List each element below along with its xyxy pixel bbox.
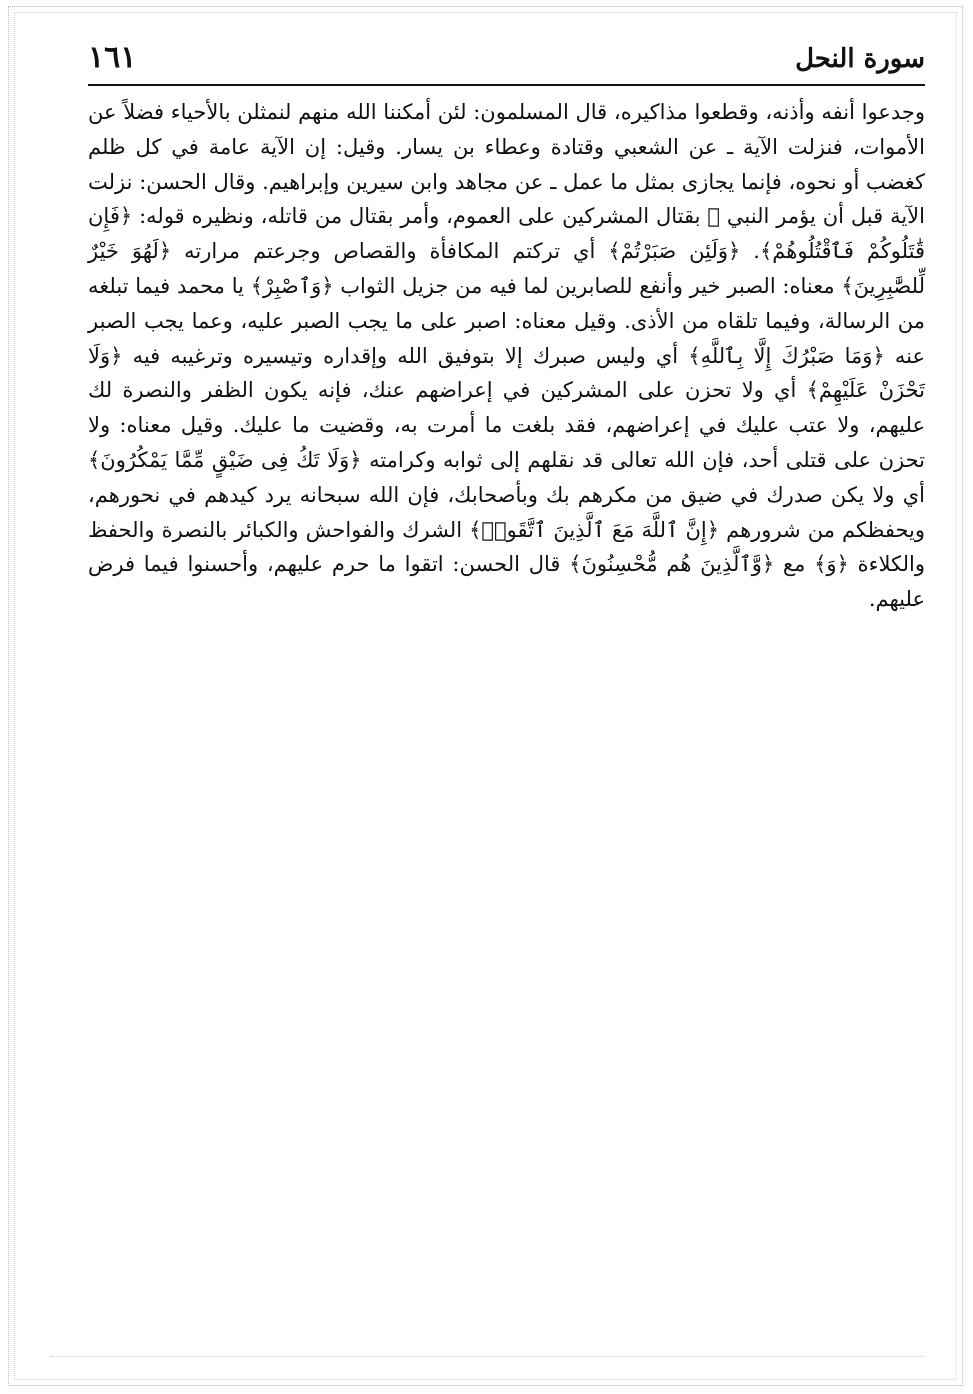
commentary-paragraph: وجدعوا أنفه وأذنه، وقطعوا مذاكيره، قال المسلمون: لئن أمكننا الله منهم لنمثلن بالأحياء فضلاً عن الأموات، فنزلت الآية ـ عن الشعبي وقتادة وعطاء بن يسار. وقيل: إن الآية عامة في كل ظلم كغضب أو نحوه، فإنما يجازى بمثل ما عمل ـ عن مجاهد وابن سيرين وإبراهيم. وقال الحسن: نزلت الآية قبل أن يؤمر النبي ﷺ بقتال المشركين على العموم، وأمر بقتال من قاتله، ونظيره قوله: ﴿فَإِن قَٰتَلُوكُمْ فَٱقْتُلُوهُمْ﴾. ﴿وَلَئِن صَبَرْتُمْ﴾ أي تركتم المكافأة والقصاص وجرعتم مرارته ﴿لَهُوَ خَيْرٌ لِّلصَّٰبِرِينَ﴾ معناه: الصبر خير وأنفع للصابرين لما فيه من جزيل الثواب ﴿وَٱصْبِرْ﴾ يا محمد فيما تبلغه من الرسالة، وفيما تلقاه من الأذى. وقيل معناه: اصبر على ما يجب الصبر عليه، وعما يجب الصبر عنه ﴿وَمَا صَبْرُكَ إِلَّا بِٱللَّهِ﴾ أي وليس صبرك إلا بتوفيق الله وإقداره وتيسيره وترغيبه فيه ﴿وَلَا تَحْزَنْ عَلَيْهِمْ﴾ أي ولا تحزن على المشركين في إعراضهم عنك، فإنه يكون الظفر والنصرة لك عليهم، ولا عتب عليك في إعراضهم، فقد بلغت ما أمرت به، وقضيت ما عليك. وقيل معناه: ولا تحزن على قتلى أحد، فإن الله تعالى قد نقلهم إلى ثوابه وكرامته ﴿وَلَا تَكُ فِى ضَيْقٍ مِّمَّا يَمْكُرُونَ﴾ أي ولا يكن صدرك في ضيق من مكرهم بك وبأصحابك، فإن الله سبحانه يرد كيدهم في نحورهم، ويحفظكم من شرورهم ﴿إِنَّ ٱللَّهَ مَعَ ٱلَّذِينَ ٱتَّقَوا۟﴾ الشرك والفواحش والكبائر بالنصرة والحفظ والكلاءة ﴿وَ﴾ مع ﴿وَّٱلَّذِينَ هُم مُّحْسِنُونَ﴾ قال الحسن: اتقوا ما حرم عليهم، وأحسنوا فيما فرض عليهم. — [88, 100, 925, 612]
page-number: ١٦١ — [88, 40, 137, 75]
footer-rule — [50, 1356, 923, 1357]
surah-title: سورة النحل — [795, 44, 925, 74]
page-header — [88, 40, 925, 86]
commentary-text — [88, 95, 925, 617]
